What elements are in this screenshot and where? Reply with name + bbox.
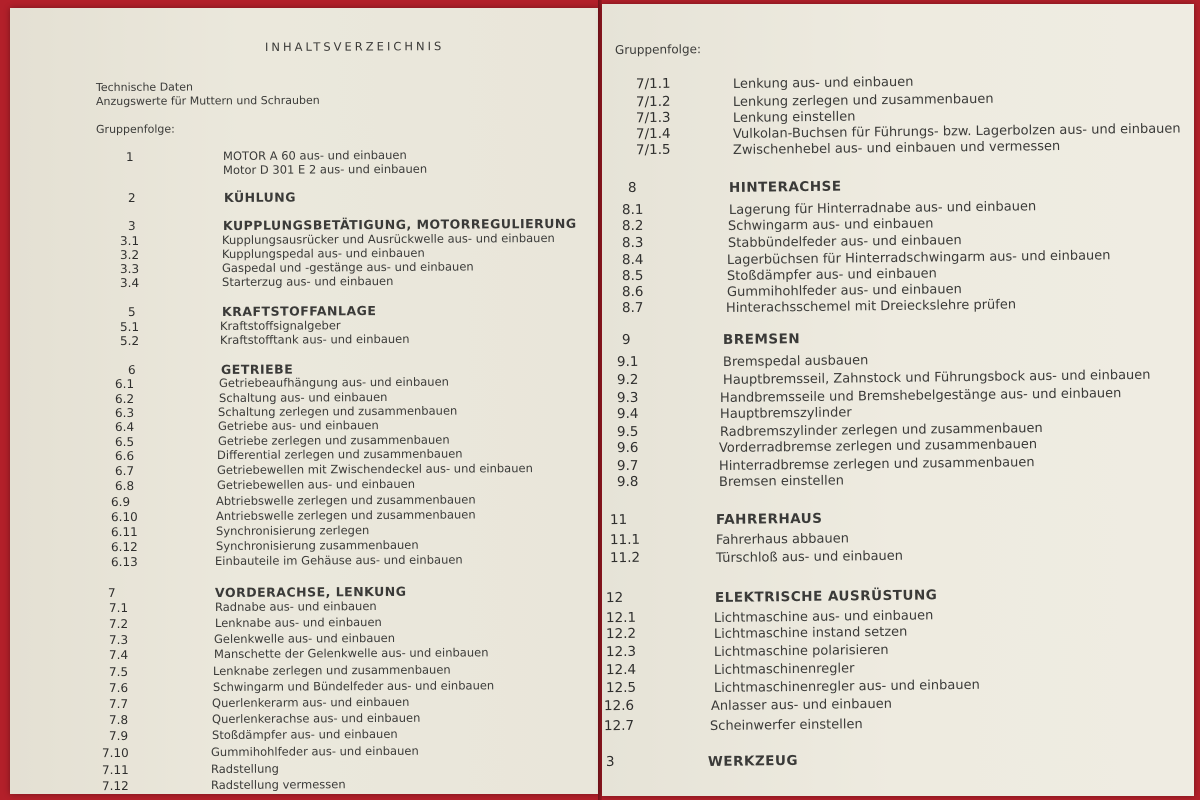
entry-number: 7.6 — [108, 680, 129, 696]
entry-text: Schwingarm und Bündelfeder aus- und einbauen — [212, 678, 495, 694]
entry-text: Anlasser aus- und einbauen — [710, 696, 893, 714]
entry-number: 8 — [627, 179, 637, 197]
entry-number: 6.10 — [110, 509, 138, 525]
entry-text: Synchronisierung zerlegen — [215, 523, 370, 538]
entry-number: 6.1 — [114, 376, 135, 392]
entry-number: 8.3 — [621, 234, 644, 252]
entry-text: Lichtmaschine aus- und einbauen — [713, 608, 934, 626]
entry-text: Bremsen einstellen — [718, 473, 845, 490]
entry-text: Kupplungsausrücker und Ausrückwelle aus- und einbauen — [221, 230, 555, 247]
toc-header: INHALTSVERZEICHNIS — [264, 39, 445, 54]
entry-text: Lichtmaschine instand setzen — [713, 624, 908, 642]
entry-number: 9.1 — [616, 353, 639, 371]
entry-text: Hinterradbremse zerlegen und zusammenbauen — [718, 455, 1035, 474]
entry-number: 3.4 — [119, 275, 140, 291]
entry-text: Bremspedal ausbauen — [722, 353, 869, 370]
entry-text: Einbauteile im Gehäuse aus- und einbauen — [214, 552, 463, 568]
entry-number: 7.5 — [108, 664, 129, 680]
entry-number: 6.3 — [114, 405, 135, 421]
section-title: FAHRERHAUS — [715, 510, 823, 528]
right-page — [602, 4, 1194, 796]
entry-number: 9.2 — [616, 371, 639, 389]
entry-number: 7.7 — [108, 696, 129, 712]
entry-number: 7.1 — [108, 600, 129, 616]
entry-number: 7.8 — [108, 712, 129, 728]
intro-anzugswerte: Anzugswerte für Muttern und Schrauben — [95, 93, 320, 108]
intro-technische-daten: Technische Daten — [95, 80, 193, 94]
entry-number: 5.1 — [119, 319, 140, 335]
entry-number: 8.6 — [621, 283, 644, 301]
entry-number: 7.9 — [108, 728, 129, 744]
entry-text: Vorderradbremse zerlegen und zusammenbauen — [718, 437, 1038, 456]
entry-number: 2 — [127, 190, 136, 206]
entry-number: 12.7 — [603, 717, 635, 735]
entry-number: 11.2 — [609, 549, 641, 567]
entry-text: Gelenkwelle aus- und einbauen — [213, 630, 396, 646]
entry-text: Fahrerhaus abbauen — [715, 531, 850, 548]
entry-number: 8.5 — [621, 267, 644, 285]
section-title: ELEKTRISCHE AUSRÜSTUNG — [714, 587, 938, 606]
entry-text: Lenkung zerlegen und zusammenbauen — [732, 91, 994, 110]
entry-text: Stabbündelfeder aus- und einbauen — [727, 233, 962, 251]
entry-text: Lenkung einstellen — [732, 109, 856, 126]
entry-number: 8.7 — [621, 299, 644, 317]
entry-number: 3.1 — [119, 233, 140, 249]
entry-number: 7/1.4 — [635, 125, 671, 143]
entry-text: Gummihohlfeder aus- und einbauen — [210, 743, 419, 759]
entry-text: Lichtmaschinenregler aus- und einbauen — [713, 677, 980, 696]
entry-text: Hinterachsschemel mit Dreieckslehre prüfen — [725, 297, 1017, 316]
section-title: GETRIEBE — [220, 361, 294, 377]
entry-number: 12.4 — [605, 661, 637, 679]
entry-number: 9 — [621, 331, 631, 349]
group-label: Gruppenfolge: — [95, 122, 175, 136]
entry-text: Getriebe zerlegen und zusammenbauen — [217, 432, 450, 448]
entry-text: Stoßdämpfer aus- und einbauen — [726, 266, 937, 284]
entry-text: Kupplungspedal aus- und einbauen — [221, 245, 425, 261]
entry-text: Getriebeaufhängung aus- und einbauen — [218, 374, 449, 390]
entry-number: 7.2 — [108, 616, 129, 632]
entry-number: 7 — [107, 585, 116, 601]
entry-text: Manschette der Gelenkwelle aus- und einbauen — [213, 645, 489, 661]
entry-text: Lichtmaschine polarisieren — [713, 642, 889, 660]
section-title: WERKZEUG — [707, 752, 799, 770]
group-label: Gruppenfolge: — [614, 42, 702, 57]
entry-text: Motor D 301 E 2 aus- und einbauen — [222, 161, 428, 177]
entry-text: Antriebswelle zerlegen und zusammenbauen — [215, 507, 476, 523]
entry-text: Stoßdämpfer aus- und einbauen — [211, 726, 398, 742]
entry-text: Querlenkerachse aus- und einbauen — [211, 710, 421, 726]
entry-number: 6.2 — [114, 391, 135, 407]
entry-text: Hauptbremszylinder — [719, 405, 852, 422]
section-title: VORDERACHSE, LENKUNG — [214, 583, 407, 600]
entry-text: Gummihohlfeder aus- und einbauen — [726, 282, 962, 300]
entry-text: Abtriebswelle zerlegen und zusammenbauen — [215, 492, 476, 508]
entry-number: 6 — [127, 362, 136, 378]
right-page-content — [602, 4, 1194, 796]
entry-text: Lenkung aus- und einbauen — [732, 74, 914, 92]
entry-text: Synchronisierung zusammenbauen — [215, 537, 419, 553]
entry-text: Lenknabe zerlegen und zusammenbauen — [212, 662, 451, 678]
left-page — [10, 8, 598, 794]
entry-text: Kraftstoffsignalgeber — [219, 318, 341, 333]
entry-text: Scheinwerfer einstellen — [709, 717, 863, 734]
entry-number: 6.5 — [114, 434, 135, 450]
entry-number: 11 — [609, 511, 628, 529]
entry-text: Radbremszylinder zerlegen und zusammenbauen — [719, 421, 1043, 440]
entry-number: 6.9 — [110, 494, 131, 510]
entry-number: 8.4 — [621, 251, 644, 269]
entry-number: 3 — [127, 218, 136, 234]
entry-text: Schaltung zerlegen und zusammenbauen — [217, 403, 458, 419]
entry-number: 8.2 — [621, 217, 644, 235]
entry-text: Lenknabe aus- und einbauen — [214, 614, 382, 630]
section-title: KRAFTSTOFFANLAGE — [221, 303, 377, 319]
entry-text: Schaltung aus- und einbauen — [218, 389, 388, 405]
entry-number: 6.7 — [114, 463, 135, 479]
entry-text: Schwingarm aus- und einbauen — [727, 216, 934, 234]
entry-number: 9.3 — [616, 389, 639, 407]
entry-number: 3 — [605, 753, 615, 771]
entry-text: Lichtmaschinenregler — [713, 661, 855, 678]
entry-number: 6.13 — [110, 554, 138, 570]
entry-number: 7/1.5 — [635, 141, 671, 159]
entry-text: Radstellung — [210, 761, 279, 776]
entry-number: 5 — [127, 304, 136, 320]
entry-text: Radnabe aus- und einbauen — [214, 599, 377, 614]
section-title: BREMSEN — [722, 331, 801, 348]
entry-number: 7.4 — [108, 647, 129, 663]
entry-number: 12.1 — [605, 609, 637, 627]
entry-text: Zwischenhebel aus- und einbauen und vermessen — [732, 139, 1061, 158]
section-title: KÜHLUNG — [223, 189, 297, 205]
entry-text: Getriebewellen mit Zwischendeckel aus- und einbauen — [216, 461, 533, 477]
entry-number: 7/1.2 — [635, 93, 671, 111]
entry-text: Vulkolan-Buchsen für Führungs- bzw. Lagerbolzen aus- und einbauen — [732, 121, 1181, 142]
entry-number: 7.12 — [101, 778, 129, 794]
entry-number: 6.4 — [114, 419, 135, 435]
entry-text: Handbremsseile und Bremshebelgestänge aus- und einbauen — [719, 386, 1122, 406]
entry-text: Getriebe aus- und einbauen — [217, 418, 379, 433]
entry-text: Lagerung für Hinterradnabe aus- und einbauen — [728, 199, 1037, 218]
entry-number: 1 — [125, 149, 134, 165]
entry-text: Querlenkerarm aus- und einbauen — [211, 694, 410, 710]
entry-number: 12.5 — [605, 679, 637, 697]
entry-number: 3.2 — [119, 247, 140, 263]
entry-number: 9.6 — [616, 439, 639, 457]
entry-number: 9.4 — [616, 405, 639, 423]
entry-number: 7.11 — [101, 762, 129, 778]
entry-text: Starterzug aus- und einbauen — [221, 273, 394, 289]
entry-text: Türschloß aus- und einbauen — [715, 548, 904, 566]
entry-number: 6.8 — [114, 478, 135, 494]
entry-number: 6.6 — [114, 448, 135, 464]
entry-text: Radstellung vermessen — [210, 777, 346, 792]
entry-number: 12.2 — [605, 625, 637, 643]
left-page-content — [10, 8, 598, 794]
entry-number: 9.8 — [616, 473, 639, 491]
entry-number: 12.6 — [603, 697, 635, 715]
entry-number: 7.10 — [101, 745, 129, 761]
entry-number: 11.1 — [609, 531, 641, 549]
entry-number: 7/1.1 — [635, 75, 671, 93]
entry-number: 9.5 — [616, 423, 639, 441]
entry-text: Hauptbremsseil, Zahnstock und Führungsbock aus- und einbauen — [722, 367, 1151, 388]
entry-text: MOTOR A 60 aus- und einbauen — [222, 147, 407, 163]
entry-number: 7.3 — [108, 632, 129, 648]
entry-text: Gaspedal und -gestänge aus- und einbauen — [221, 259, 474, 275]
entry-text: Getriebewellen aus- und einbauen — [216, 476, 416, 492]
entry-number: 12 — [605, 589, 624, 607]
section-title: HINTERACHSE — [728, 178, 842, 196]
entry-number: 5.2 — [119, 333, 140, 349]
entry-number: 8.1 — [621, 201, 644, 219]
entry-text: Kraftstofftank aus- und einbauen — [219, 331, 410, 347]
section-title: KUPPLUNGSBETÄTIGUNG, MOTORREGULIERUNG — [222, 215, 577, 233]
entry-text: Differential zerlegen und zusammenbauen — [216, 446, 463, 462]
entry-number: 12.3 — [605, 643, 637, 661]
entry-number: 6.11 — [110, 524, 138, 540]
entry-text: Lagerbüchsen für Hinterradschwingarm aus- und einbauen — [726, 248, 1111, 268]
entry-number: 6.12 — [110, 539, 138, 555]
entry-number: 9.7 — [616, 457, 639, 475]
entry-number: 3.3 — [119, 261, 140, 277]
entry-number: 7/1.3 — [635, 109, 671, 127]
